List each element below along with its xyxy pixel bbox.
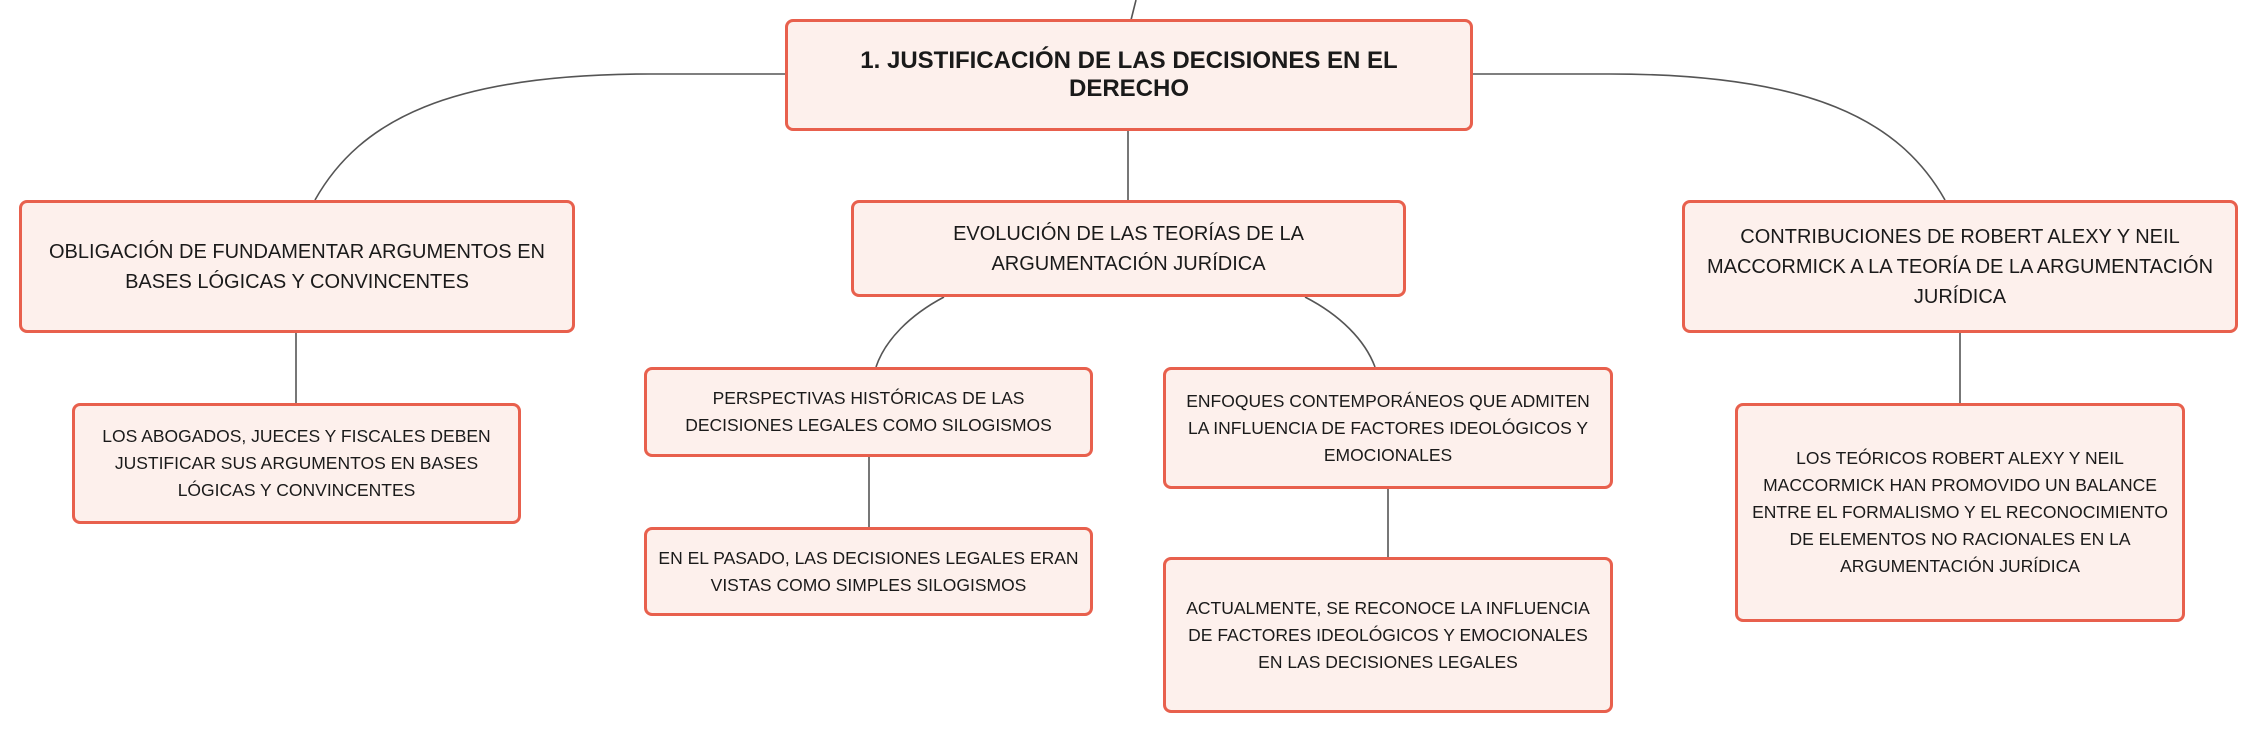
root-topic[interactable] — [785, 19, 1473, 131]
subtopic-teoricos-label: LOS TEÓRICOS ROBERT ALEXY Y NEIL MACCORMICK HAN PROMOVIDO UN BALANCE ENTRE EL FORMALISMO Y EL RECONOCIMIENTO DE ELEMENTOS NO RACIONALES EN LA ARGUMENTACIÓN JURÍDICA — [1752, 448, 2168, 576]
topic-contribuciones-label: CONTRIBUCIONES DE ROBERT ALEXY Y NEIL MACCORMICK A LA TEORÍA DE LA ARGUMENTACIÓN JURÍDICA — [1706, 225, 2214, 308]
topic-obligacion-label: OBLIGACIÓN DE FUNDAMENTAR ARGUMENTOS EN BASES LÓGICAS Y CONVINCENTES — [49, 240, 545, 293]
subtopic-en-el-pasado[interactable] — [644, 527, 1093, 616]
subtopic-en-el-pasado-label: EN EL PASADO, LAS DECISIONES LEGALES ERAN VISTAS COMO SIMPLES SILOGISMOS — [658, 547, 1079, 595]
subtopic-perspectivas-historicas[interactable] — [644, 367, 1093, 457]
root-topic-label: 1. JUSTIFICACIÓN DE LAS DECISIONES EN EL DERECHO — [860, 47, 1398, 102]
connector-root-left — [315, 74, 787, 200]
subtopic-abogados-label: LOS ABOGADOS, JUECES Y FISCALES DEBEN JUSTIFICAR SUS ARGUMENTOS EN BASES LÓGICAS Y CONVINCENTES — [102, 426, 491, 500]
subtopic-actualmente-label: ACTUALMENTE, SE RECONOCE LA INFLUENCIA DE FACTORES IDEOLÓGICOS Y EMOCIONALES EN LAS DECISIONES LEGALES — [1186, 597, 1590, 672]
subtopic-actualmente[interactable] — [1163, 557, 1613, 713]
connector-middle-contemporary — [1305, 297, 1375, 367]
subtopic-enfoques-contemporaneos-label: ENFOQUES CONTEMPORÁNEOS QUE ADMITEN LA INFLUENCIA DE FACTORES IDEOLÓGICOS Y EMOCIONALES — [1186, 390, 1590, 465]
connector-parent-root — [1131, 0, 1136, 20]
topic-evolucion-label: EVOLUCIÓN DE LAS TEORÍAS DE LA ARGUMENTACIÓN JURÍDICA — [953, 222, 1304, 275]
topic-contribuciones[interactable] — [1682, 200, 2238, 333]
subtopic-enfoques-contemporaneos[interactable] — [1163, 367, 1613, 489]
subtopic-perspectivas-historicas-label: PERSPECTIVAS HISTÓRICAS DE LAS DECISIONES LEGALES COMO SILOGISMOS — [685, 388, 1052, 435]
connector-root-right — [1473, 74, 1945, 200]
connector-middle-historic — [876, 297, 944, 367]
subtopic-teoricos[interactable] — [1735, 403, 2185, 622]
topic-obligacion[interactable] — [19, 200, 575, 333]
subtopic-abogados[interactable] — [72, 403, 521, 524]
topic-evolucion[interactable] — [851, 200, 1406, 297]
